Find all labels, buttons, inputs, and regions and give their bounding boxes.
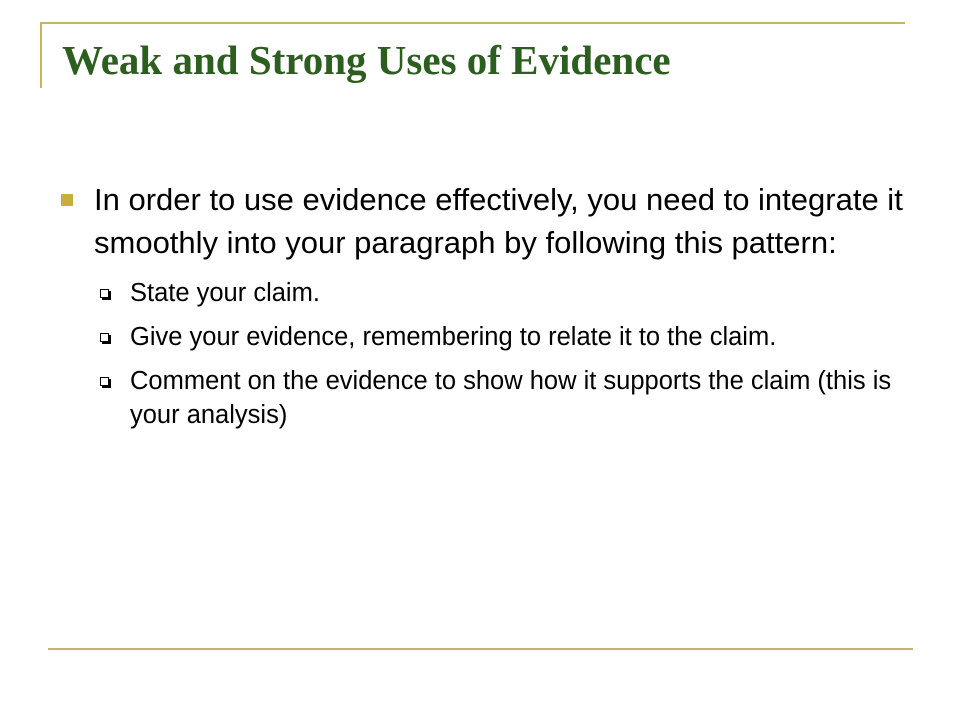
- sub-bullet-item: [100, 364, 908, 432]
- box-bullet-icon: [100, 333, 109, 342]
- box-bullet-icon: [100, 289, 109, 298]
- left-accent-rule: [40, 22, 42, 88]
- sub-bullet-item: [100, 276, 908, 310]
- main-bullet: [58, 178, 908, 264]
- sub-bullet-item: [100, 320, 908, 354]
- sub-bullet-list: [58, 276, 908, 432]
- sub-bullet-text: Comment on the evidence to show how it supports the claim (this is your analysis): [130, 367, 892, 429]
- main-bullet-text: In order to use evidence effectively, you need to integrate it smoothly into your paragraph by following this pattern:: [94, 182, 903, 260]
- slide-title: Weak and Strong Uses of Evidence: [62, 37, 671, 83]
- sub-bullet-text: Give your evidence, remembering to relate it to the claim.: [130, 323, 777, 351]
- box-bullet-icon: [100, 377, 109, 386]
- slide-body: [58, 178, 908, 442]
- filled-square-bullet-icon: [61, 194, 73, 206]
- sub-bullet-text: State your claim.: [130, 279, 320, 307]
- bottom-accent-rule: [48, 648, 913, 650]
- top-accent-rule: [40, 22, 905, 24]
